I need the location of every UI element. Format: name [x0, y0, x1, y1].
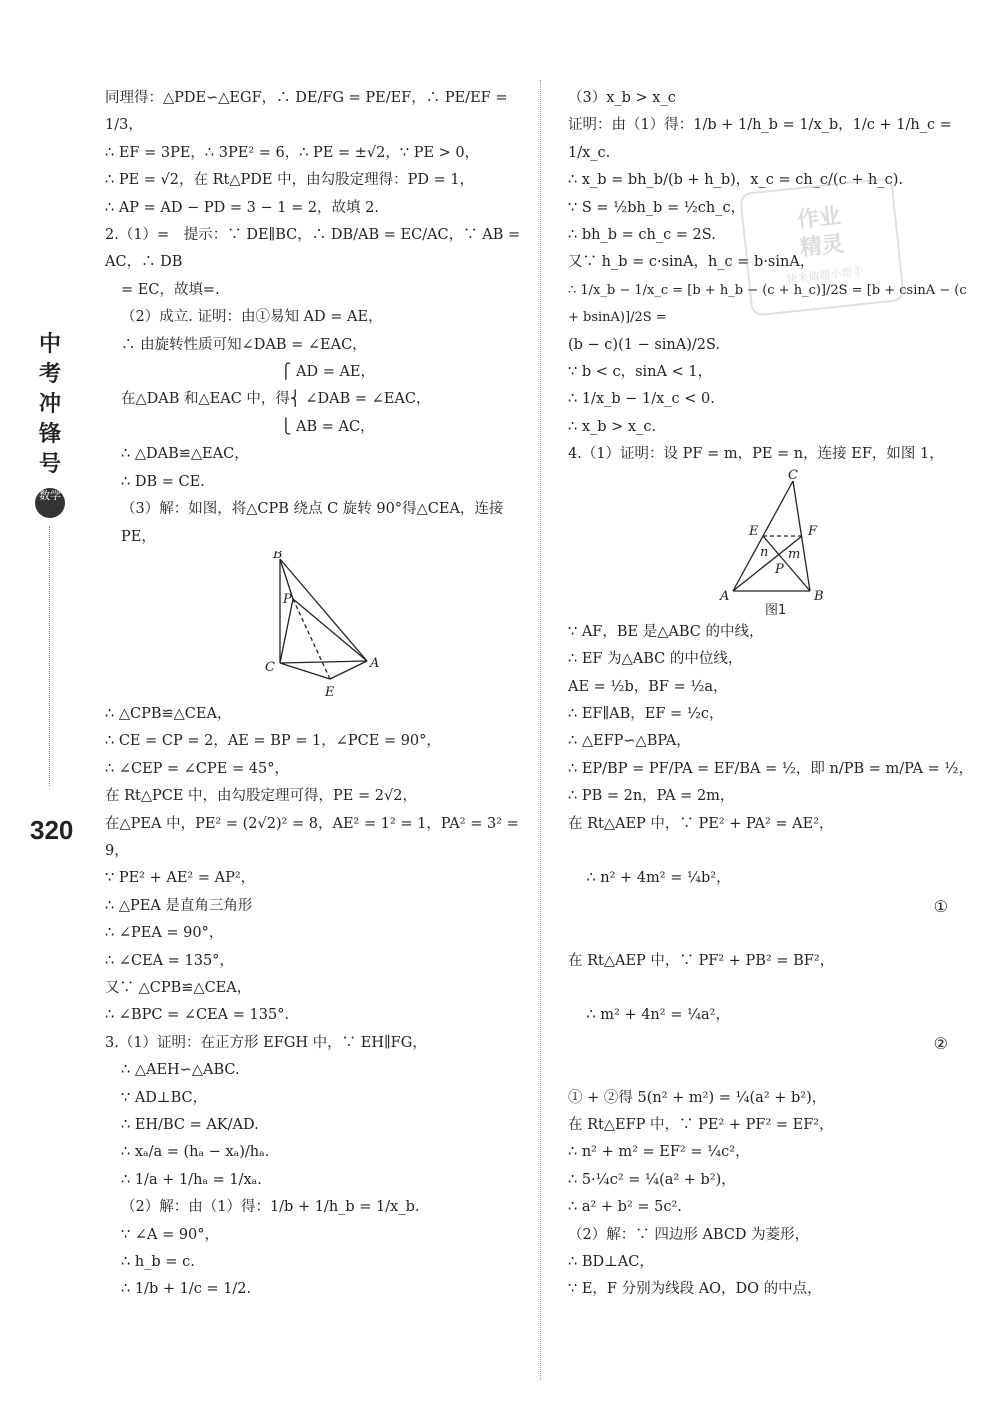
- text-line: ∵ E，F 分别为线段 AO，DO 的中点，: [568, 1281, 822, 1298]
- watermark-line3: 快来做题小帮手: [786, 264, 864, 286]
- text-line: ∴ △PEA 是直角三角形: [105, 897, 253, 914]
- figure-rotated-triangle: [105, 551, 530, 701]
- label-E: E: [325, 684, 335, 700]
- text-line: ∴ EF 为△ABC 的中位线，: [568, 651, 743, 668]
- text-line: PE，: [121, 528, 156, 545]
- text-line: ∴ 5·¼c² = ¼(a² + b²)，: [568, 1171, 736, 1188]
- text-line: ∴ CE = CP = 2，AE = BP = 1，∠PCE = 90°，: [105, 733, 441, 750]
- text-line: 在 Rt△EFP 中，∵ PE² + PF² = EF²，: [568, 1117, 834, 1133]
- text-line: (b − c)(1 − sinA)/2S.: [568, 336, 721, 353]
- text-line: ∴ PE = √2，在 Rt△PDE 中，由勾股定理得：PD = 1，: [105, 172, 475, 189]
- text-line: ∴ 由旋转性质可知∠DAB = ∠EAC，: [121, 336, 367, 353]
- text-line: （2）解：∵ 四边形 ABCD 为菱形，: [568, 1226, 810, 1243]
- text-line: （3）解：如图，将△CPB 绕点 C 旋转 90°得△CEA，连接: [121, 501, 504, 518]
- text-line: ① + ②得 5(n² + m²) = ¼(a² + b²)，: [568, 1089, 827, 1106]
- text-line: AE = ½b，BF = ½a，: [568, 678, 728, 695]
- text-line: ∴ △AEH∽△ABC.: [121, 1062, 240, 1079]
- label-B: B: [273, 550, 283, 562]
- equation-marker-2: ②: [933, 1033, 948, 1053]
- text-line: ⎧ AD = AE，: [121, 364, 376, 381]
- text-line: ∴ PB = 2n，PA = 2m，: [568, 788, 735, 805]
- label-E: E: [749, 523, 759, 539]
- label-m: m: [788, 546, 801, 562]
- text-line: ∵ b < c，sinA < 1，: [568, 364, 713, 381]
- text-line-eq1: ∴ n² + 4m² = ¼b²， ①: [568, 838, 978, 948]
- text-line: ∴ EF = 3PE，∴ 3PE² = 6，∴ PE = ±√2，∵ PE > 0，: [105, 144, 480, 161]
- watermark-stamp: [739, 177, 905, 316]
- label-P: P: [283, 591, 292, 607]
- sidebar: [30, 330, 70, 786]
- text-line: ∴ EF∥AB，EF = ½c，: [568, 705, 724, 722]
- text-line: ∵ S = ½bh_b = ½ch_c，: [568, 199, 746, 216]
- text-line: ∴ xₐ/a = (hₐ − xₐ)/hₐ.: [121, 1144, 270, 1161]
- text-line: ∴ x_b > x_c.: [568, 418, 657, 435]
- text-line: ∴ AP = AD − PD = 3 − 1 = 2，故填 2.: [105, 199, 379, 216]
- text-line: ∴ ∠PEA = 90°，: [105, 925, 224, 942]
- text-line: ∴ △EFP∽△BPA，: [568, 733, 691, 750]
- text-line: ∴ △DAB≌△EAC，: [121, 446, 249, 463]
- text-line: （2）解：由（1）得：1/b + 1/h_b = 1/x_b.: [121, 1199, 420, 1216]
- text-line: ∴ 1/x_b − 1/x_c < 0.: [568, 391, 715, 408]
- column-divider: [540, 80, 541, 1380]
- label-B: B: [814, 588, 824, 604]
- text-line: ∴ a² + b² = 5c².: [568, 1199, 682, 1216]
- page-number: 320: [30, 815, 74, 845]
- text-line: （3）x_b > x_c: [568, 90, 676, 106]
- label-n: n: [760, 544, 769, 560]
- text-line: ∴ x_b = bh_b/(b + h_b)，x_c = ch_c/(c + h_c).: [568, 172, 904, 189]
- text-line: ∴ h_b = c.: [121, 1254, 195, 1271]
- text-line: ∴ EP/BP = PF/PA = EF/BA = ½，即 n/PB = m/PA = ½，: [568, 760, 973, 777]
- text-line: ∴ n² + m² = EF² = ¼c²，: [568, 1144, 750, 1161]
- dotted-rule: [49, 526, 51, 786]
- text-line: ∵ AD⊥BC，: [121, 1089, 208, 1106]
- text-line: ⎩ AB = AC，: [121, 418, 375, 435]
- text-line: ∴ BD⊥AC，: [568, 1254, 654, 1271]
- text-line: 3.（1）证明：在正方形 EFGH 中，∵ EH∥FG，: [105, 1034, 427, 1051]
- label-P: P: [775, 561, 784, 577]
- median-triangle-diagram: [568, 469, 978, 619]
- text-line: = EC，故填=.: [121, 281, 220, 298]
- equation-marker-1: ①: [933, 896, 948, 916]
- text-line: 在△PEA 中，PE² = (2√2)² = 8，AE² = 1² = 1，PA² = 3² = 9，: [105, 815, 524, 859]
- triangle-diagram: [105, 551, 530, 701]
- text-line: ∴ 1/b + 1/c = 1/2.: [121, 1281, 252, 1298]
- text-line: ∵ PE² + AE² = AP²，: [105, 870, 256, 887]
- text-line: 在 Rt△AEP 中，∵ PE² + PA² = AE²，: [568, 815, 834, 832]
- text-line: （2）成立. 证明：由①易知 AD = AE，: [121, 309, 383, 326]
- text-line-eq2: ∴ m² + 4n² = ¼a²， ②: [568, 975, 978, 1085]
- text-line: 2.（1）= 提示：∵ DE∥BC，∴ DB/AB = EC/AC，∵ AB = AC，∴ DB: [105, 227, 525, 271]
- brand-title: 中 考 冲 锋 号: [38, 332, 61, 477]
- text-line: ∴ ∠CEA = 135°，: [105, 952, 234, 969]
- figure-1: [568, 469, 978, 619]
- label-A: A: [370, 655, 380, 671]
- figure-caption: 图1: [765, 602, 787, 618]
- text-line: ∴ bh_b = ch_c = 2S.: [568, 227, 716, 244]
- left-column: [105, 85, 530, 1304]
- text-line: ∴ EH/BC = AK/AD.: [121, 1117, 259, 1133]
- label-C: C: [265, 659, 275, 675]
- text-line: 4.（1）证明：设 PF = m，PE = n，连接 EF，如图 1，: [568, 446, 944, 463]
- text-line: 在△DAB 和△EAC 中，得⎨ ∠DAB = ∠EAC，: [121, 391, 431, 408]
- text-line: ∴ △CPB≌△CEA，: [105, 705, 232, 722]
- text-line: ∴ 1/x_b − 1/x_c = [b + h_b − (c + h_c)]/2S = [b + csinA − (c + bsinA)]/2S =: [568, 282, 971, 326]
- text-line: 在 Rt△PCE 中，由勾股定理可得，PE = 2√2，: [105, 788, 417, 805]
- text-line: ∴ ∠BPC = ∠CEA = 135°.: [105, 1007, 290, 1024]
- label-C: C: [788, 468, 798, 483]
- watermark-line2: 精灵: [798, 231, 846, 262]
- label-F: F: [808, 523, 818, 539]
- text-line: ∴ ∠CEP = ∠CPE = 45°，: [105, 760, 289, 777]
- subject-badge: 数学: [35, 488, 65, 518]
- watermark-line1: 作业: [795, 203, 843, 234]
- text-line: ∵ ∠A = 90°，: [121, 1226, 220, 1243]
- text-line: 同理得：△PDE∽△EGF，∴ DE/FG = PE/EF，∴ PE/EF = 1/3，: [105, 90, 513, 134]
- text-line: ∴ DB = CE.: [121, 473, 205, 490]
- text-line: 在 Rt△AEP 中，∵ PF² + PB² = BF²，: [568, 952, 835, 969]
- label-A: A: [720, 588, 730, 604]
- text-line: 又∵ h_b = c·sinA，h_c = b·sinA，: [568, 254, 815, 271]
- text-line: 证明：由（1）得：1/b + 1/h_b = 1/x_b，1/c + 1/h_c = 1/x_c.: [568, 117, 957, 161]
- text-line: ∵ AF，BE 是△ABC 的中线，: [568, 623, 764, 640]
- text-line: ∴ 1/a + 1/hₐ = 1/xₐ.: [121, 1171, 262, 1188]
- text-line: 又∵ △CPB≌△CEA，: [105, 979, 252, 996]
